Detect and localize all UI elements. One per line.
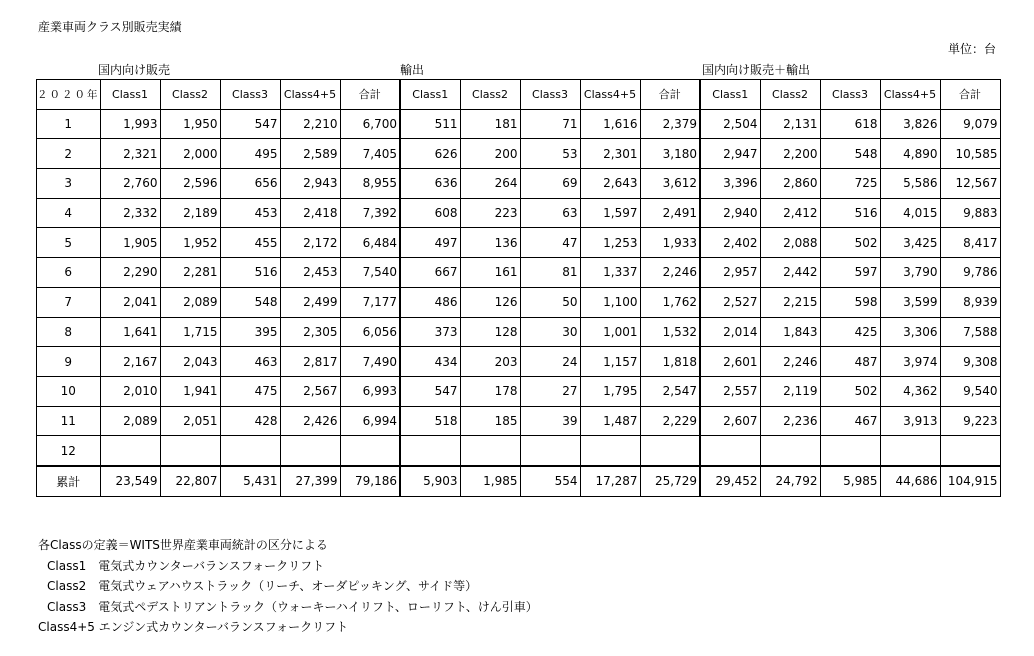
value-cell: 3,826 (880, 109, 940, 139)
value-cell: 487 (820, 347, 880, 377)
value-cell: 2,860 (760, 169, 820, 199)
value-cell: 81 (520, 258, 580, 288)
column-header: 合計 (940, 80, 1000, 110)
value-cell: 2,215 (760, 287, 820, 317)
value-cell: 30 (520, 317, 580, 347)
value-cell: 2,943 (280, 169, 340, 199)
value-cell (100, 436, 160, 466)
table-row (37, 406, 1001, 436)
value-cell: 2,643 (580, 169, 640, 199)
value-cell: 2,412 (760, 198, 820, 228)
value-cell: 10,585 (940, 139, 1000, 169)
value-cell: 1,843 (760, 317, 820, 347)
value-cell: 1,818 (640, 347, 700, 377)
value-cell: 2,957 (700, 258, 760, 288)
table-row (37, 287, 1001, 317)
value-cell (460, 436, 520, 466)
value-cell: 1,933 (640, 228, 700, 258)
table-row (37, 109, 1001, 139)
value-cell: 1,001 (580, 317, 640, 347)
value-cell: 597 (820, 258, 880, 288)
value-cell: 2,290 (100, 258, 160, 288)
value-cell: 47 (520, 228, 580, 258)
value-cell: 626 (400, 139, 460, 169)
value-cell: 2,010 (100, 376, 160, 406)
value-cell: 128 (460, 317, 520, 347)
column-header: Class1 (700, 80, 760, 110)
value-cell: 725 (820, 169, 880, 199)
value-cell: 1,795 (580, 376, 640, 406)
value-cell: 1,993 (100, 109, 160, 139)
value-cell: 548 (820, 139, 880, 169)
value-cell: 7,540 (340, 258, 400, 288)
value-cell: 2,453 (280, 258, 340, 288)
total-cell: 23,549 (100, 466, 160, 496)
value-cell: 547 (220, 109, 280, 139)
group-label-export: 輸出 (400, 63, 425, 77)
total-cell: 29,452 (700, 466, 760, 496)
total-cell: 79,186 (340, 466, 400, 496)
value-cell: 3,599 (880, 287, 940, 317)
value-cell: 7,588 (940, 317, 1000, 347)
value-cell: 1,715 (160, 317, 220, 347)
column-header: 合計 (340, 80, 400, 110)
value-cell: 2,379 (640, 109, 700, 139)
value-cell: 516 (820, 198, 880, 228)
table-row (37, 258, 1001, 288)
unit-label: 単位：台 (947, 42, 996, 56)
value-cell: 223 (460, 198, 520, 228)
value-cell: 511 (400, 109, 460, 139)
total-cell: 1,985 (460, 466, 520, 496)
value-cell: 2,547 (640, 376, 700, 406)
value-cell (160, 436, 220, 466)
value-cell: 2,418 (280, 198, 340, 228)
value-cell: 3,306 (880, 317, 940, 347)
value-cell: 502 (820, 376, 880, 406)
value-cell: 7,392 (340, 198, 400, 228)
value-cell (940, 436, 1000, 466)
value-cell (880, 436, 940, 466)
value-cell: 4,362 (880, 376, 940, 406)
group-label-combined: 国内向け販売＋輸出 (702, 63, 811, 77)
month-cell: 7 (37, 287, 101, 317)
value-cell: 12,567 (940, 169, 1000, 199)
value-cell: 2,200 (760, 139, 820, 169)
column-header: Class3 (220, 80, 280, 110)
month-cell: 2 (37, 139, 101, 169)
value-cell (220, 436, 280, 466)
value-cell: 5,586 (880, 169, 940, 199)
total-label: 累計 (37, 466, 101, 496)
definition-class3: Class3 電気式ペデストリアントラック（ウォーキーハイリフト、ローリフト、けん引車） (47, 599, 538, 614)
month-cell: 1 (37, 109, 101, 139)
total-cell: 17,287 (580, 466, 640, 496)
value-cell: 2,589 (280, 139, 340, 169)
value-cell: 2,236 (760, 406, 820, 436)
table-row (37, 169, 1001, 199)
value-cell: 667 (400, 258, 460, 288)
value-cell: 1,337 (580, 258, 640, 288)
value-cell: 1,641 (100, 317, 160, 347)
definition-class45: Class4+5 エンジン式カウンターバランスフォークリフト (38, 620, 349, 634)
value-cell: 3,180 (640, 139, 700, 169)
value-cell: 1,905 (100, 228, 160, 258)
value-cell: 200 (460, 139, 520, 169)
column-header: Class4+5 (880, 80, 940, 110)
value-cell: 2,426 (280, 406, 340, 436)
value-cell: 502 (820, 228, 880, 258)
value-cell (760, 436, 820, 466)
column-header: Class1 (100, 80, 160, 110)
value-cell: 1,952 (160, 228, 220, 258)
group-label-domestic: 国内向け販売 (98, 63, 171, 77)
value-cell: 9,540 (940, 376, 1000, 406)
value-cell: 63 (520, 198, 580, 228)
value-cell: 453 (220, 198, 280, 228)
value-cell: 2,760 (100, 169, 160, 199)
value-cell: 2,089 (100, 406, 160, 436)
total-cell: 24,792 (760, 466, 820, 496)
column-header: Class4+5 (580, 80, 640, 110)
value-cell: 463 (220, 347, 280, 377)
month-cell: 12 (37, 436, 101, 466)
value-cell: 6,994 (340, 406, 400, 436)
value-cell: 1,950 (160, 109, 220, 139)
total-cell: 22,807 (160, 466, 220, 496)
value-cell: 2,246 (640, 258, 700, 288)
value-cell: 2,246 (760, 347, 820, 377)
value-cell: 2,281 (160, 258, 220, 288)
value-cell: 6,993 (340, 376, 400, 406)
value-cell: 136 (460, 228, 520, 258)
value-cell: 434 (400, 347, 460, 377)
value-cell: 6,700 (340, 109, 400, 139)
value-cell: 2,402 (700, 228, 760, 258)
value-cell: 178 (460, 376, 520, 406)
value-cell: 2,172 (280, 228, 340, 258)
value-cell: 264 (460, 169, 520, 199)
table-row (37, 347, 1001, 377)
value-cell: 2,051 (160, 406, 220, 436)
value-cell (700, 436, 760, 466)
value-cell: 2,189 (160, 198, 220, 228)
column-header: Class3 (820, 80, 880, 110)
value-cell: 395 (220, 317, 280, 347)
value-cell (640, 436, 700, 466)
value-cell: 1,941 (160, 376, 220, 406)
total-cell: 104,915 (940, 466, 1000, 496)
value-cell: 495 (220, 139, 280, 169)
value-cell: 4,890 (880, 139, 940, 169)
value-cell: 2,607 (700, 406, 760, 436)
value-cell: 8,955 (340, 169, 400, 199)
column-header: Class2 (460, 80, 520, 110)
month-cell: 11 (37, 406, 101, 436)
table-row (37, 376, 1001, 406)
column-header: Class3 (520, 80, 580, 110)
value-cell: 1,597 (580, 198, 640, 228)
value-cell: 1,762 (640, 287, 700, 317)
value-cell: 1,487 (580, 406, 640, 436)
value-cell: 2,088 (760, 228, 820, 258)
column-header: Class4+5 (280, 80, 340, 110)
month-cell: 8 (37, 317, 101, 347)
total-cell: 554 (520, 466, 580, 496)
value-cell: 1,253 (580, 228, 640, 258)
value-cell: 2,491 (640, 198, 700, 228)
value-cell: 518 (400, 406, 460, 436)
value-cell: 7,177 (340, 287, 400, 317)
value-cell: 497 (400, 228, 460, 258)
total-cell: 5,985 (820, 466, 880, 496)
value-cell: 1,157 (580, 347, 640, 377)
value-cell: 2,567 (280, 376, 340, 406)
value-cell: 425 (820, 317, 880, 347)
value-cell: 2,041 (100, 287, 160, 317)
value-cell: 2,947 (700, 139, 760, 169)
total-cell: 27,399 (280, 466, 340, 496)
value-cell: 9,786 (940, 258, 1000, 288)
value-cell: 516 (220, 258, 280, 288)
value-cell: 428 (220, 406, 280, 436)
table-row (37, 228, 1001, 258)
value-cell: 2,301 (580, 139, 640, 169)
month-cell: 6 (37, 258, 101, 288)
class-definitions (38, 535, 538, 638)
value-cell: 2,305 (280, 317, 340, 347)
value-cell: 8,939 (940, 287, 1000, 317)
column-header: 合計 (640, 80, 700, 110)
total-row (37, 466, 1001, 496)
value-cell: 9,883 (940, 198, 1000, 228)
value-cell: 2,596 (160, 169, 220, 199)
value-cell: 3,790 (880, 258, 940, 288)
value-cell: 608 (400, 198, 460, 228)
value-cell: 4,015 (880, 198, 940, 228)
value-cell: 185 (460, 406, 520, 436)
total-cell: 44,686 (880, 466, 940, 496)
total-cell: 5,903 (400, 466, 460, 496)
value-cell: 3,425 (880, 228, 940, 258)
value-cell: 24 (520, 347, 580, 377)
value-cell: 3,612 (640, 169, 700, 199)
value-cell: 2,131 (760, 109, 820, 139)
value-cell (520, 436, 580, 466)
definition-class1: Class1 電気式カウンターバランスフォークリフト (47, 558, 325, 573)
value-cell: 1,532 (640, 317, 700, 347)
month-cell: 3 (37, 169, 101, 199)
value-cell: 467 (820, 406, 880, 436)
value-cell: 455 (220, 228, 280, 258)
month-cell: 9 (37, 347, 101, 377)
value-cell: 7,490 (340, 347, 400, 377)
value-cell (340, 436, 400, 466)
value-cell: 2,499 (280, 287, 340, 317)
value-cell: 547 (400, 376, 460, 406)
value-cell (280, 436, 340, 466)
month-cell: 5 (37, 228, 101, 258)
table-header-row (37, 80, 1001, 110)
value-cell: 203 (460, 347, 520, 377)
value-cell: 39 (520, 406, 580, 436)
value-cell: 2,527 (700, 287, 760, 317)
table-row (37, 139, 1001, 169)
value-cell: 2,442 (760, 258, 820, 288)
value-cell: 71 (520, 109, 580, 139)
column-header: Class2 (760, 80, 820, 110)
value-cell: 2,043 (160, 347, 220, 377)
value-cell: 2,817 (280, 347, 340, 377)
table-row (37, 436, 1001, 466)
value-cell: 27 (520, 376, 580, 406)
value-cell: 636 (400, 169, 460, 199)
value-cell: 618 (820, 109, 880, 139)
value-cell: 7,405 (340, 139, 400, 169)
value-cell: 475 (220, 376, 280, 406)
column-header: Class2 (160, 80, 220, 110)
value-cell: 2,601 (700, 347, 760, 377)
page-title: 産業車両クラス別販売実績 (38, 20, 182, 34)
value-cell: 9,223 (940, 406, 1000, 436)
sales-table (36, 79, 1001, 497)
value-cell: 548 (220, 287, 280, 317)
value-cell: 3,396 (700, 169, 760, 199)
value-cell: 9,308 (940, 347, 1000, 377)
value-cell: 486 (400, 287, 460, 317)
definitions-heading: 各Classの定義＝WITS世界産業車両統計の区分による (38, 538, 328, 552)
value-cell: 50 (520, 287, 580, 317)
value-cell: 2,940 (700, 198, 760, 228)
table-row (37, 198, 1001, 228)
total-cell: 5,431 (220, 466, 280, 496)
value-cell: 1,616 (580, 109, 640, 139)
value-cell (820, 436, 880, 466)
value-cell: 126 (460, 287, 520, 317)
value-cell: 8,417 (940, 228, 1000, 258)
value-cell: 2,332 (100, 198, 160, 228)
value-cell: 2,229 (640, 406, 700, 436)
value-cell: 1,100 (580, 287, 640, 317)
value-cell: 2,210 (280, 109, 340, 139)
value-cell: 3,974 (880, 347, 940, 377)
value-cell (400, 436, 460, 466)
value-cell: 3,913 (880, 406, 940, 436)
year-header: ２０２０年 (37, 80, 101, 110)
value-cell: 2,119 (760, 376, 820, 406)
value-cell: 2,167 (100, 347, 160, 377)
value-cell: 53 (520, 139, 580, 169)
value-cell: 6,056 (340, 317, 400, 347)
value-cell: 2,504 (700, 109, 760, 139)
value-cell: 161 (460, 258, 520, 288)
value-cell: 69 (520, 169, 580, 199)
value-cell: 2,557 (700, 376, 760, 406)
value-cell: 2,000 (160, 139, 220, 169)
month-cell: 4 (37, 198, 101, 228)
value-cell: 181 (460, 109, 520, 139)
definition-class2: Class2 電気式ウェアハウストラック（リーチ、オーダピッキング、サイド等） (47, 579, 478, 593)
total-cell: 25,729 (640, 466, 700, 496)
value-cell: 6,484 (340, 228, 400, 258)
value-cell: 373 (400, 317, 460, 347)
value-cell: 598 (820, 287, 880, 317)
value-cell: 9,079 (940, 109, 1000, 139)
value-cell: 2,089 (160, 287, 220, 317)
value-cell: 656 (220, 169, 280, 199)
table-row (37, 317, 1001, 347)
column-header: Class1 (400, 80, 460, 110)
value-cell: 2,321 (100, 139, 160, 169)
month-cell: 10 (37, 376, 101, 406)
value-cell (580, 436, 640, 466)
value-cell: 2,014 (700, 317, 760, 347)
